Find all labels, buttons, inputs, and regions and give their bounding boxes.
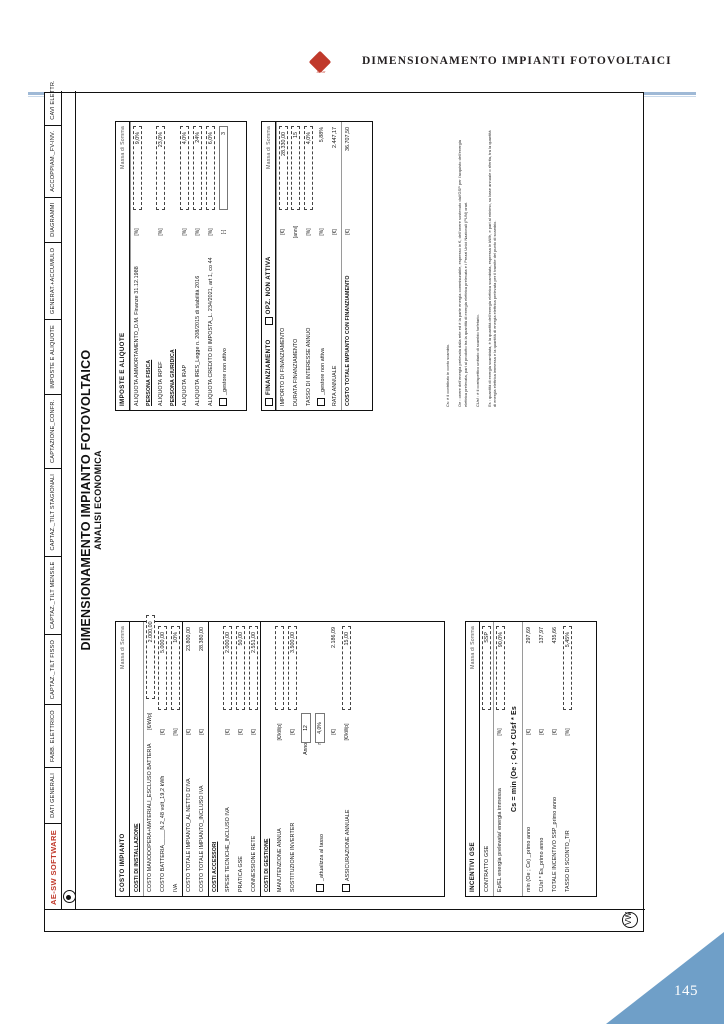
row-value[interactable]: 10% [171,626,180,710]
row-label: IMPORTO DI FINANZIAMENTO [280,327,286,406]
section-label: COSTI DI GESTIONE [264,838,270,892]
row-label: TASSO DI INTERESSE ANNUO [305,327,312,406]
row-label: SOSTITUZIONE INVERTER [289,822,296,892]
row-unit: [€] [538,729,545,735]
row-tasso-interesse-annuo [302,122,315,410]
row-value: 2.186,09 [330,627,337,648]
row-aliquota-ires [191,122,204,410]
tab-dati-generali[interactable]: DATI GENERALI [45,768,61,824]
panel-finanziamento-header [262,122,276,410]
row-value[interactable]: 90,0% [496,626,505,710]
section-costi-installazione [130,622,143,896]
panel-imposte-title: IMPOSTE E ALIQUOTE [119,332,126,406]
tab-diagrammi[interactable]: DIAGRAMMI [45,198,61,243]
tab-imposte-aliquote[interactable]: IMPOSTE E ALIQUOTE [45,320,61,395]
app-title: DIMENSIONAMENTO IMPIANTO FOTOVOLTAICO [79,349,93,651]
row-label: ALIQUOTA AMMORTAMENTO_D.M. Finanze 31.12.1988 [134,266,140,406]
row-value: 23.800,00 [186,627,192,651]
brand-logo-icon [310,52,332,74]
row-rata-annuale [328,122,341,410]
row-gestore-non-attivo [217,122,230,410]
row-label: _gestore non attivo [222,348,228,395]
finanziamento-checkbox[interactable] [265,398,273,406]
row-label: PRATICA GSE [237,855,244,892]
row-manutenzione-annua [273,622,286,896]
row-value[interactable]: 15,00 [342,626,351,710]
panel-costo-impianto [115,621,445,897]
row-costo-totale-finanziamento [341,122,354,410]
tab-fabb-elettrico[interactable]: FABB. ELETTRICO [45,705,61,768]
section-costi-accessori [208,622,221,896]
page-header [0,48,724,98]
row-tasso-sconto-tir [561,622,574,896]
inverter-year-input[interactable]: 12 [301,713,311,743]
formula-cs: Cs = min (Oe ; Ce) + CUsf * Es [511,706,518,812]
panel-finanziamento [261,121,373,411]
inverter-year-label: Anno [303,743,309,755]
row-unit: [%] [305,228,312,236]
row-value[interactable]: 2.000,00 [146,615,155,699]
row-unit: [€/kWp] [343,723,350,741]
row-spese-tecniche [221,622,234,896]
row-label: MANUTENZIONE ANNUA [276,828,283,892]
panel-incentivi-title: INCENTIVI GSE [469,842,476,892]
tab-generatore-accumulo[interactable]: GENERAT.+ACCUMULO [45,243,61,320]
row-value[interactable]: 5,45% [563,626,572,710]
row-label: CONTRATTO GSE [483,845,490,892]
panel-incentivi-summary: Massa di Somma [469,626,476,669]
row-value: 36.707,50 [345,127,351,151]
panel-incentivi-header [466,622,480,896]
row-unit: [€/kWp] [147,712,153,730]
app-icon-toolbar [62,91,76,909]
row-unit: [%] [172,728,179,736]
note-oe: Oe : onere dell'energia prelevata dalla rete ed è la parte energia commisurabile, espresso in €, dell'onere sostenuto dall'GSP per l'acquisto dell'energia elettrica prelevata, pari al prodotto tra la quantità di energia elettrica prelevata e i Prezzi Unici Nazionali (PUN) orari. [457,140,468,407]
row-unit: [%] [564,728,571,736]
subsection-persona-fisica [143,122,154,410]
row-unit: [€] [159,729,166,735]
row-pratica-gse [234,622,247,896]
tab-accoppiamento-fv-inv[interactable]: ACCOPPIAM._FV-INV. [45,126,61,198]
row-aliquota-irap [178,122,191,410]
row-costo-totale-netto [182,622,195,896]
note-es: Es : quantità di energia scambiata, è la quantità dell'energia elettrica scambiata, espressa in kWh, e pari al minimo, su base annuale o riferita, tra la quantità di energia elettrica immessa e la quantità di energia elettrica prelevata per il tramite del punto di scambio. [487,130,498,407]
row-value[interactable]: SSP [482,626,491,710]
row-value[interactable]: 4,0% [180,126,189,210]
row-value[interactable]: 2.000,00 [223,626,232,710]
row-label: ALIQUOTA IRAP [181,364,188,406]
gestore-non-attiva-checkbox[interactable] [317,398,325,406]
rate-input[interactable]: 4,0% [315,713,325,743]
app-menu-bar [45,80,62,909]
app-brand-label: AE-SW SOFTWARE [49,829,58,905]
attualizza-checkbox[interactable] [316,884,324,892]
row-durata-finanziamento [289,122,302,410]
row-unit: [€] [237,729,244,735]
row-label: ALIQUOTA IRPEF [157,361,164,406]
subsection-persona-giuridica [167,122,178,410]
rate-label: r [317,743,323,745]
section-label: PERSONA GIURIDICA [169,349,176,406]
row-unit: [anni] [292,225,299,239]
row-value: 2.447,17 [331,127,338,148]
row-gestore-non-attiva [315,122,328,410]
row-value[interactable] [275,626,284,710]
row-unit: [€] [224,729,231,735]
vw-logo-icon: VW [622,913,637,928]
row-inverter-anno [299,622,313,896]
row-assicurazione-annuale [340,622,353,896]
row-unit: [€/kWp] [276,723,283,741]
tab-captazione-confronto[interactable]: CAPTAZIONE_CONFR. [45,395,61,469]
row-value[interactable]: 23,0% [156,126,165,210]
section-label: PERSONA FISICA [145,359,152,406]
row-unit: [%] [134,228,140,236]
row-value[interactable]: 3 [219,126,228,210]
row-value: 28.380,00 [198,627,205,651]
row-label: COSTO BATTERIA_____N.2_48 volt_19,2 kWh [159,775,166,892]
row-unit: [€] [198,729,205,735]
tab-captaz-tilt-mensile[interactable]: CAPTAZ._TILT MENSILE [45,557,61,635]
panel-imposte-summary: Massa di Somma [119,126,126,169]
panel-finanziamento-option: OPZ. NON ATTIVA [265,256,272,315]
row-value: 297,69 [526,627,532,644]
row-label: Ep/EL energia prelevata/ energia immessa [497,788,503,892]
row-label: min (Oe ; Ce) _primo anno [526,826,532,892]
row-connessione-rete [247,622,260,896]
row-totale-incentivo-ssp [548,622,561,896]
tab-captaz-tilt-stagionali[interactable]: CAPTAZ._TILT STAGIONALI [45,469,61,557]
row-sostituzione-inverter [286,622,299,896]
app-window [44,80,644,932]
row-unit: [%] [207,228,214,236]
row-iva [169,622,182,896]
row-label: COSTO TOTALE IMPIANTO CON FINANZIAMENTO [345,275,351,406]
row-label: RATA ANNUALE [331,365,338,406]
row-value[interactable]: 5.000,00 [158,626,167,710]
page-number: 145 [674,983,698,999]
row-label: COSTO TOTALE IMPIANTO_INCLUSO IVA [198,785,205,892]
row-value[interactable]: 6,0% [206,126,215,210]
row-value[interactable]: 15 [291,126,300,210]
assicurazione-checkbox[interactable] [342,884,350,892]
row-costo-manodopera [143,622,156,896]
row-label: TASSO DI SCONTO_TIR [564,830,571,892]
panel-incentivi-gse [465,621,597,897]
row-unit: [€] [331,229,338,235]
row-label: CONNESSIONE RETE [250,835,257,892]
row-unit: [%] [194,228,201,236]
row-aliquota-credito-imposta [204,122,217,410]
application-screenshot [44,80,644,932]
row-costo-totale-iva [195,622,208,896]
row-unit: [€] [526,729,532,735]
row-aliquota-ammortamento [130,122,143,410]
row-cusf-es [535,622,548,896]
row-value[interactable]: 28.330,00 [279,126,288,210]
gestore-non-attivo-checkbox[interactable] [219,398,227,406]
row-label: COSTO TOTALE IMPIANTO_AL NETTO D'IVA [186,778,192,892]
row-label: DURATA FINANZIAMENTO [292,338,299,406]
brand-logo-subtitle: AE-SW [316,71,326,74]
row-value[interactable]: 50,00 [236,626,245,710]
notes-block [445,121,498,411]
panel-costo-impianto-title: COSTO IMPIANTO [119,833,126,892]
section-label: COSTI DI INSTALLAZIONE [133,823,140,892]
row-value: 137,97 [538,627,545,644]
row-label: CUsf * Es_primo anno [538,837,545,892]
opzione-non-attiva-checkbox[interactable] [265,317,273,325]
row-min-oe-ce [522,622,535,896]
row-value[interactable]: 4,0% [304,126,313,210]
row-contratto-gse [480,622,493,896]
row-importo-finanziamento [276,122,289,410]
app-left-toolbar [45,909,645,931]
panel-finanziamento-summary: Massa di Somma [265,126,272,169]
attualizza-label: _attualizza al tasso [318,833,325,881]
tab-cavi-elettrici[interactable]: CAVI ELETTR. [45,75,61,126]
app-logo-icon[interactable] [63,890,76,903]
tab-captaz-tilt-fisso[interactable]: CAPTAZ._TILT FISSO [45,635,61,705]
row-value[interactable]: 2.551,00 [249,626,258,710]
row-value[interactable]: 9,0% [133,126,142,210]
row-label: IVA [172,883,179,892]
panel-imposte-aliquote [115,121,247,411]
app-subtitle: ANALISI ECONOMICA [93,450,103,550]
row-unit: [€] [280,229,286,235]
row-unit: [%] [497,728,503,736]
row-unit: [€] [289,729,296,735]
row-label: TOTALE INCENTIVO SSP_primo anno [551,796,558,892]
row-unit: [%] [318,228,325,236]
panel-finanziamento-title: FINANZIAMENTO [265,339,272,395]
row-costo-batteria [156,622,169,896]
row-unit: [€] [250,729,257,735]
row-label: ASSICURAZIONE ANNUALE [345,809,351,881]
section-costi-gestione [260,622,273,896]
row-aliquota-irpef [154,122,167,410]
section-label: COSTI ACCESSORI [212,841,218,892]
row-label: ALIQUOTA CREDITO DI IMPOSTA_L. 234/2021, art 1, co 44 [207,257,214,406]
row-value: 5,88% [318,127,325,143]
panel-costo-impianto-header [116,622,130,896]
row-value[interactable]: 3.500,00 [288,626,297,710]
page-title: DIMENSIONAMENTO IMPIANTI FOTOVOLTAICI [362,55,672,67]
row-unit: [€] [345,229,351,235]
panel-costo-impianto-summary: Massa di Somma [119,626,126,669]
row-label: ALIQUOTA IRES_Legge n. 208/2015 di stabilità 2016 [194,275,201,406]
row-label: _gestore non attiva [320,348,326,395]
row-unit: [%] [157,228,164,236]
row-inverter-attualizzato [327,622,340,896]
row-value: 435,66 [551,627,558,644]
row-unit: [-] [220,229,227,235]
row-unit: [%] [181,228,188,236]
row-label: COSTO MANODOPERA+MATERIALI_ESCLUSO BATTERIA [147,743,153,892]
row-ep-el [493,622,506,896]
row-value[interactable]: 24% [193,126,202,210]
row-unit: [€] [551,729,558,735]
footer-decoration [606,932,724,1024]
row-unit: [€] [186,729,192,735]
panel-imposte-header [116,122,130,410]
note-cs: Cs: è il contributo in conto scambio. [445,343,450,407]
row-attualizza-tasso [313,622,327,896]
note-cusf: CUsf : è il corrispettivo unitario di scambio forfetario. [474,314,480,407]
row-unit: [€] [330,729,337,735]
row-label: SPESE TECNICHE_INCLUSO IVA [224,807,231,892]
